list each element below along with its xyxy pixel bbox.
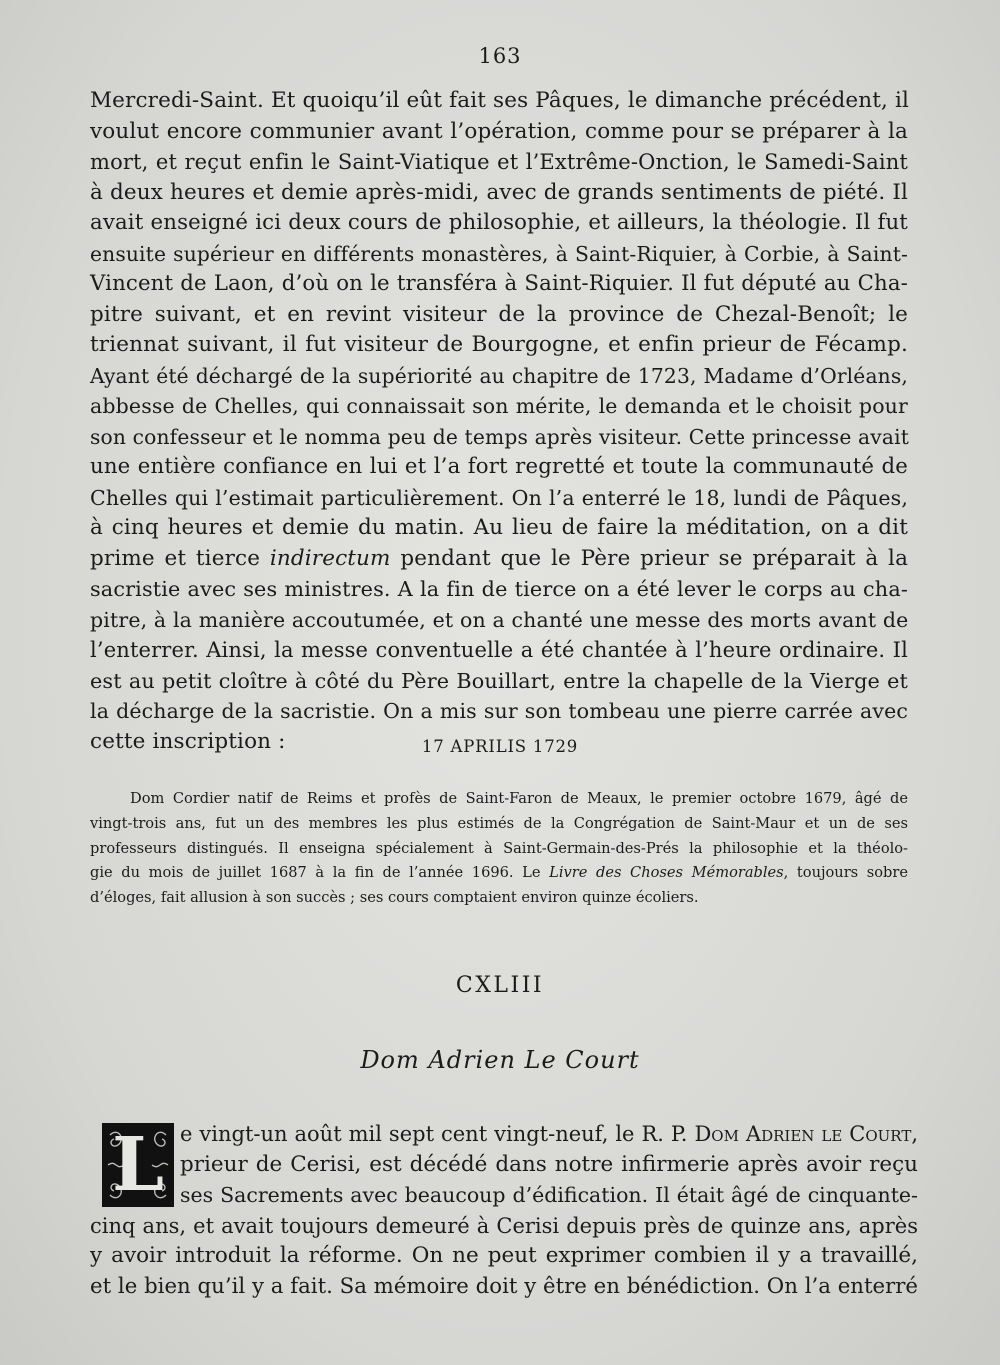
text-line: son confesseur et le nomma peu de temps après visiteur. Cette princesse avait [90, 424, 909, 449]
footnote-line: vingt-trois ans, fut un des membres les plus estimés de la Congrégation de Saint-Maur et un de ses [90, 814, 908, 832]
main-text-block [90, 86, 908, 757]
footnote-line: Dom Cordier natif de Reims et profès de Saint-Faron de Meaux, le premier octobre 1679, âgé de [130, 790, 908, 807]
entry-line [90, 1119, 918, 1150]
entry-line: y avoir introduit la réforme. On ne peut exprimer combien il y a travaillé, [90, 1243, 918, 1268]
entry-line: prieur de Cerisi, est décédé dans notre infirmerie après avoir reçu [180, 1151, 918, 1177]
chapter-number: CXLIII [455, 973, 545, 998]
text-segment: gie du mois de juillet 1687 à la fin de l’année 1696. Le [90, 864, 541, 882]
text-line: à deux heures et demie après-midi, avec de grands sentiments de piété. Il [90, 179, 909, 205]
text-line: est au petit cloître à côté du Père Bouillart, entre la chapelle de la Vierge et [90, 668, 908, 693]
text-line: triennat suivant, il fut visiteur de Bourgogne, et enfin prieur de Fécamp. [90, 332, 908, 357]
text-line: abbesse de Chelles, qui connaissait son mérite, le demanda et le choisit pour [90, 394, 908, 418]
text-line: Ayant été déchargé de la supériorité au chapitre de 1723, Madame d’Orléans, [90, 363, 908, 388]
text-line-with-italic [90, 544, 908, 575]
entry-line: et le bien qu’il y a fait. Sa mémoire doit y être en bénédiction. On l’a enterré [90, 1273, 918, 1299]
italic-book-title: Livre des Choses Mémorables [549, 864, 784, 882]
text-line: la décharge de la sacristie. On a mis sur son tombeau une pierre carrée avec [90, 699, 908, 723]
text-segment: pendant que le Père prieur se préparait à la [400, 545, 909, 571]
subject-title: Dom Adrien Le Court [360, 1046, 640, 1074]
page-number: 163 [478, 44, 522, 68]
text-line: avait enseigné ici deux cours de philosophie, et ailleurs, la théologie. Il fut [90, 210, 908, 235]
italic-word: indirectum [269, 545, 391, 571]
inscription: 17 APRILIS 1729 [421, 737, 579, 756]
ornamental-initial [102, 1123, 174, 1207]
text-line: à cinq heures et demie du matin. Au lieu de faire la méditation, on a dit [90, 515, 908, 540]
text-line: ensuite supérieur en différents monastères, à Saint-Riquier, à Corbie, à Saint- [90, 241, 908, 266]
drop-cap-letter: L [111, 1122, 165, 1208]
text-line: l’enterrer. Ainsi, la messe conventuelle a été chantée à l’heure ordinaire. Il [90, 638, 908, 662]
text-line: sacristie avec ses ministres. A la fin de tierce on a été lever le corps au cha- [90, 577, 908, 601]
text-segment: , toujours sobre [783, 864, 909, 882]
text-line: mort, et reçut enfin le Saint-Viatique et l’Extrême-Onction, le Samedi-Saint [90, 150, 908, 174]
entry-line: cinq ans, et avait toujours demeuré à Cerisi depuis près de quinze ans, après [90, 1213, 918, 1238]
footnote-line-with-italic [90, 861, 908, 886]
footnote-block [90, 787, 908, 911]
text-line: pitre suivant, et en revint visiteur de la province de Chezal-Benoît; le [90, 301, 908, 327]
text-line: voulut encore communier avant l’opération, comme pour se préparer à la [90, 118, 908, 144]
text-line: Chelles qui l’estimait particulièrement. On l’a enterré le 18, lundi de Pâques, [90, 485, 908, 510]
text-segment: prime et tierce [90, 545, 261, 571]
entry-line: ses Sacrements avec beaucoup d’édification. Il était âgé de cinquante- [180, 1183, 918, 1207]
footnote-line: d’éloges, fait allusion à son succès ; ses cours comptaient environ quinze écoliers. [90, 889, 699, 907]
name-small-caps: Dom Adrien le Court, [694, 1122, 918, 1146]
text-line: cette inscription : [90, 728, 286, 754]
text-line: Mercredi-Saint. Et quoiqu’il eût fait ses Pâques, le dimanche précédent, il [90, 88, 910, 113]
text-segment: e vingt-un août mil sept cent vingt-neuf, le R. P. [180, 1122, 688, 1146]
text-line: pitre, à la manière accoutumée, et on a chanté une messe des morts avant de [90, 607, 909, 632]
footnote-line: professeurs distingués. Il enseigna spécialement à Saint-Germain-des-Prés la philosophie et la théolo- [90, 839, 908, 857]
text-line: Vincent de Laon, d’où on le transféra à Saint-Riquier. Il fut député au Cha- [90, 271, 908, 296]
text-line: une entière confiance en lui et l’a fort regretté et toute la communauté de [90, 454, 908, 479]
entry-text-block [90, 1119, 918, 1302]
